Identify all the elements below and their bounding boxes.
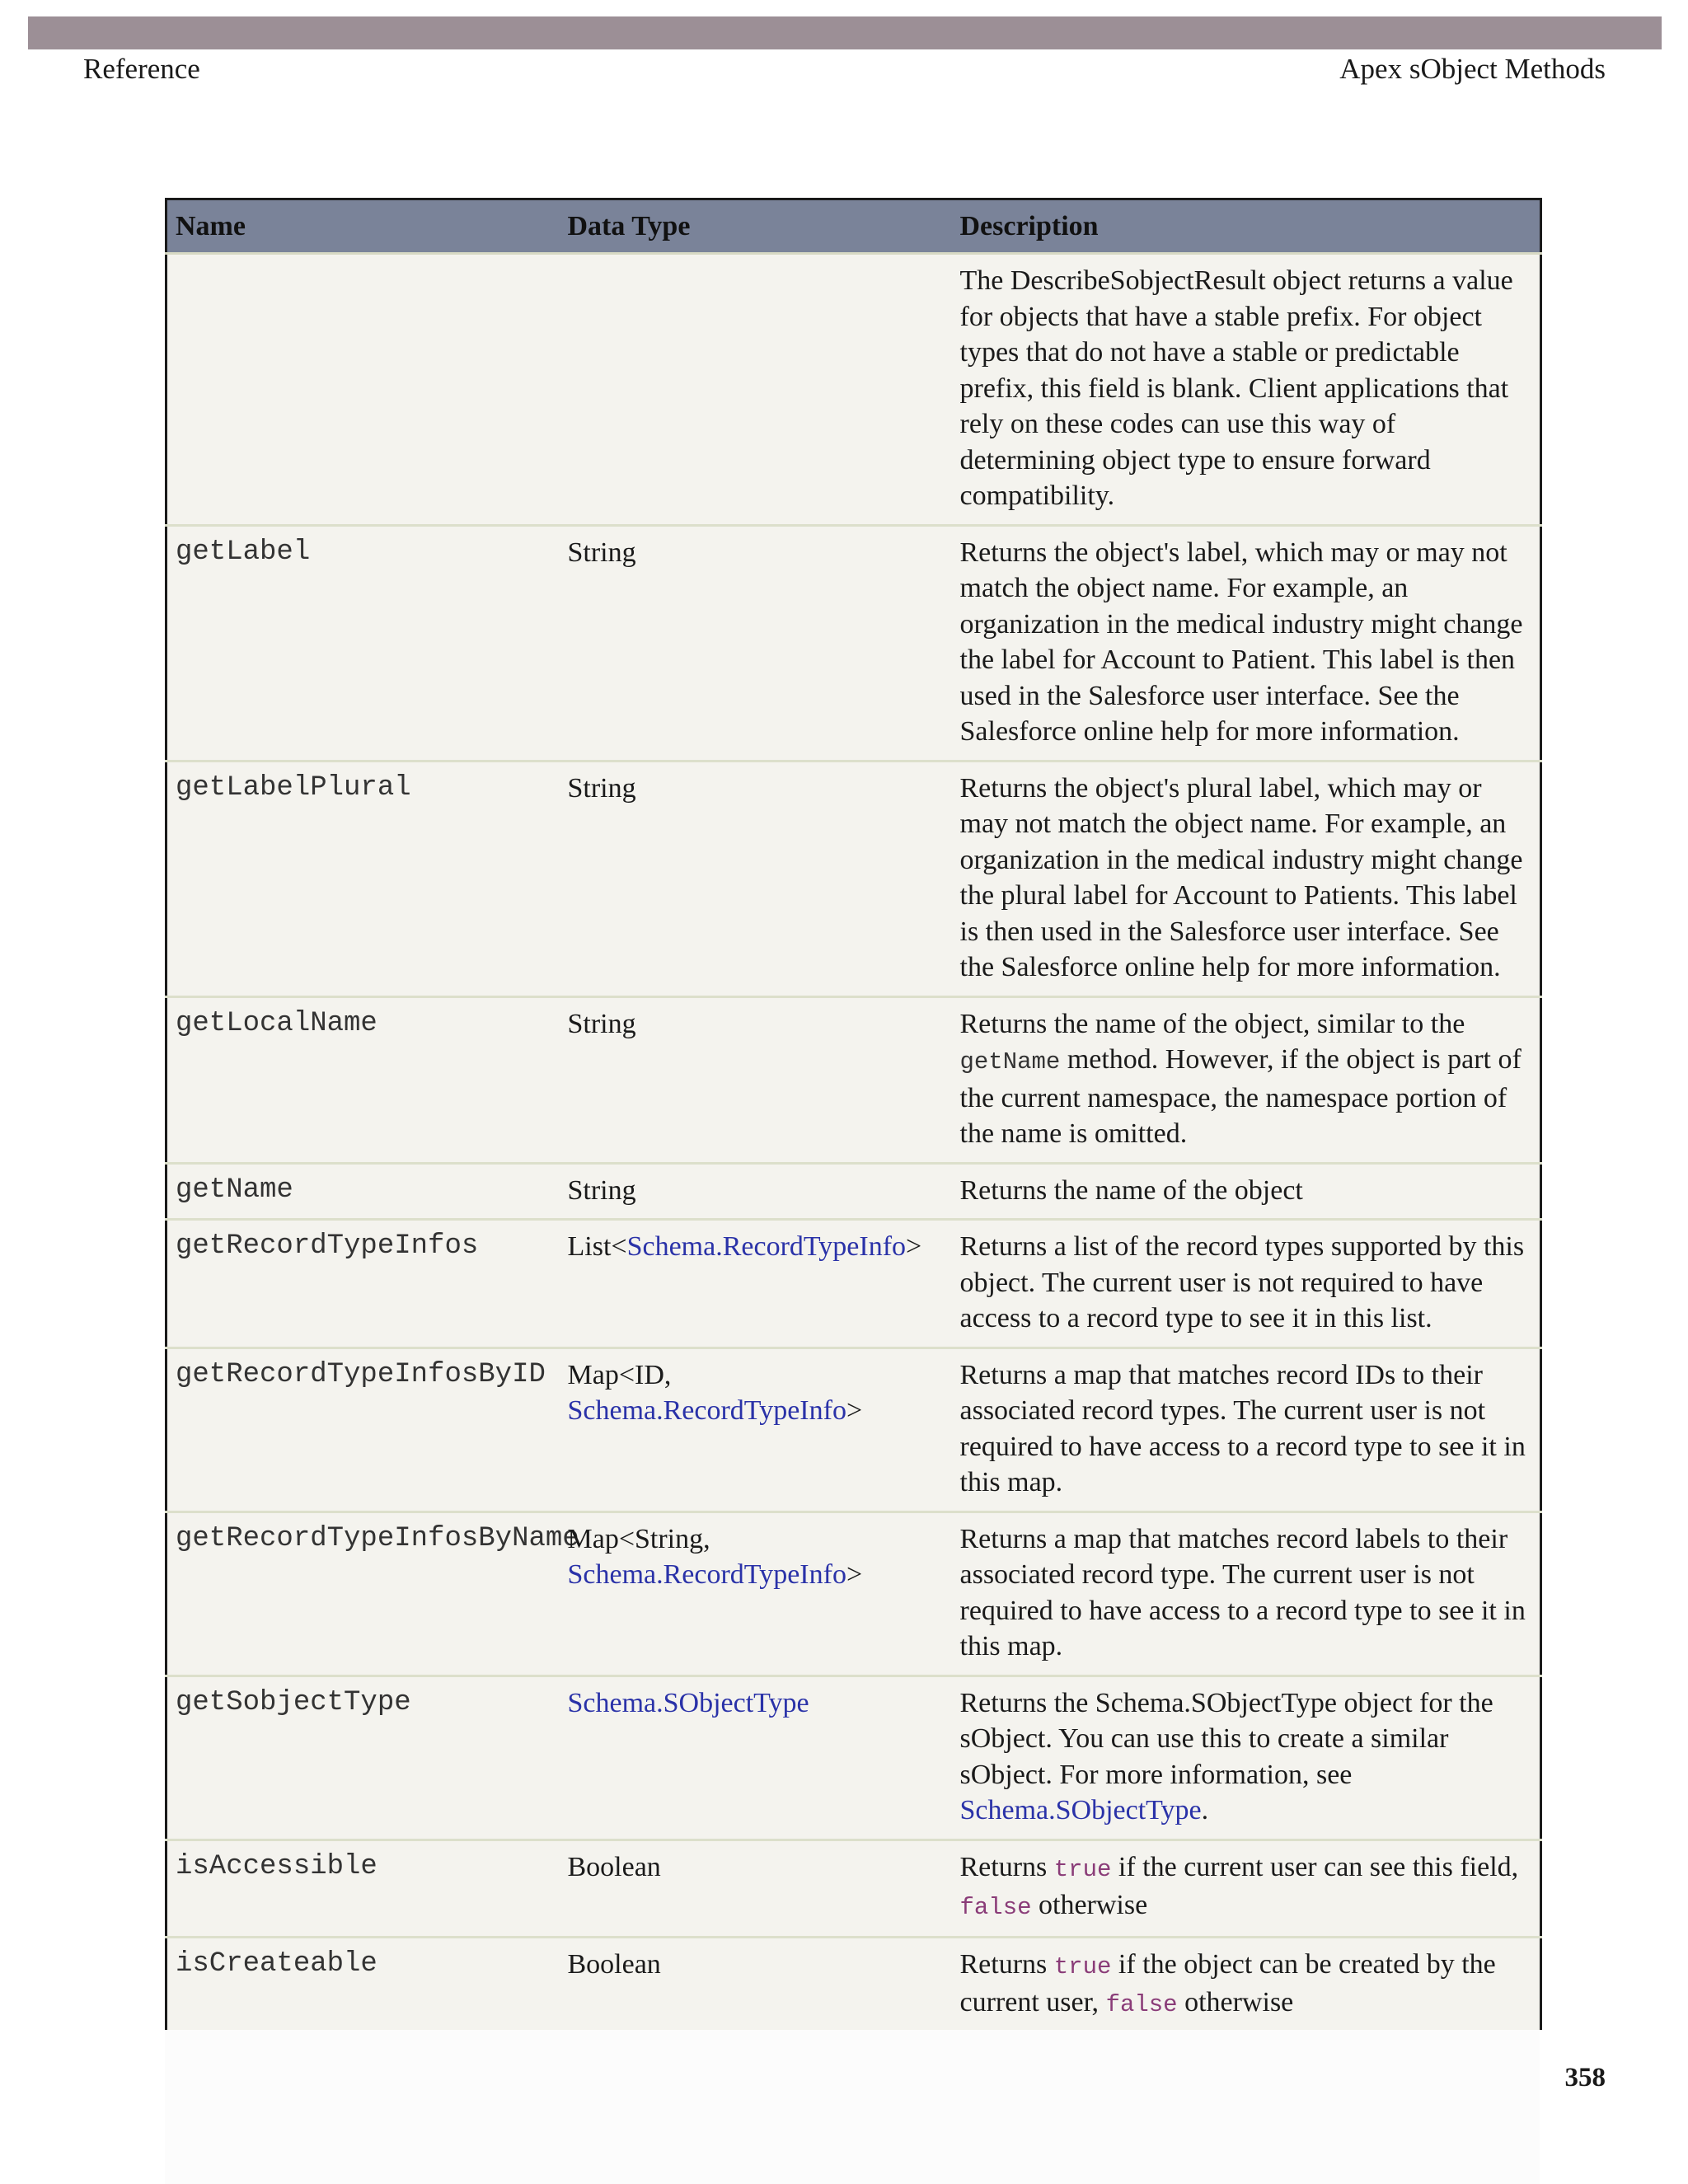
description: Returns a list of the record types supported by this object. The current user is not required to have access to a record type to see it in this list. — [952, 1220, 1541, 1348]
inline-code: true — [1053, 1855, 1112, 1883]
description: Returns the object's label, which may or may not match the object name. For example, an organization in the medical industry might change the label for Account to Patient. This label is then used in the Salesforce user interface. See the Salesforce online help for more information. — [952, 525, 1541, 761]
data-type — [560, 1675, 952, 1840]
method-name: getName — [166, 1163, 560, 1220]
description — [952, 1937, 1541, 2030]
table-row — [166, 254, 1541, 526]
inline-code: getName — [959, 1048, 1061, 1076]
header-bar — [28, 16, 1662, 49]
type-link[interactable]: Schema.RecordTypeInfo — [567, 1559, 846, 1590]
type-link[interactable]: Schema.RecordTypeInfo — [567, 1395, 846, 1426]
description-link[interactable]: Schema.SObjectType — [959, 1795, 1202, 1825]
method-name: isAccessible — [166, 1840, 560, 1937]
method-name: getLocalName — [166, 996, 560, 1163]
method-name: getLabelPlural — [166, 761, 560, 996]
table-row — [166, 1347, 1541, 1511]
method-name — [166, 254, 560, 526]
data-type — [560, 1511, 952, 1675]
method-name: getRecordTypeInfosByID — [166, 1347, 560, 1511]
type-text: > — [846, 1395, 863, 1426]
table-row — [166, 1163, 1541, 1220]
type-text: List< — [567, 1231, 627, 1262]
method-name: getRecordTypeInfos — [166, 1220, 560, 1348]
description: Returns the object's plural label, which may or may not match the object name. For example, an organization in the medical industry might change the plural label for Account to Patients. This label is then used in the Salesforce user interface. See the Salesforce online help for more information. — [952, 761, 1541, 996]
data-type — [560, 254, 952, 526]
table-row — [166, 996, 1541, 1163]
method-name: isCreateable — [176, 1947, 377, 1980]
data-type — [560, 1347, 952, 1511]
methods-table — [165, 198, 1542, 2030]
type-link[interactable]: Schema.RecordTypeInfo — [626, 1231, 907, 1262]
type-text: Map<ID, — [567, 1359, 672, 1390]
running-header-left: Reference — [83, 53, 200, 85]
column-header-name: Name — [166, 199, 560, 254]
table-row — [166, 1937, 1541, 2030]
description-text: . — [1201, 1795, 1209, 1825]
table-row — [166, 761, 1541, 996]
description-text: otherwise — [1039, 1890, 1148, 1920]
description: Returns a map that matches record IDs to their associated record types. The current user is not required to have access to a record type to see it in this map. — [952, 1347, 1541, 1511]
description-text: Returns the Schema.SObjectType object for the sObject. You can use this to create a similar sObject. For more information, see — [959, 1687, 1493, 1790]
type-text: > — [906, 1231, 922, 1262]
data-type: Boolean — [567, 1948, 661, 1980]
type-text: Map<String, — [567, 1523, 710, 1554]
method-name: getSobjectType — [166, 1675, 560, 1840]
data-type: String — [560, 1163, 952, 1220]
description — [952, 996, 1541, 1163]
method-name: getRecordTypeInfosByName — [166, 1511, 560, 1675]
table-row — [166, 525, 1541, 761]
column-header-description: Description — [952, 199, 1541, 254]
inline-code: false — [1105, 1991, 1178, 2018]
table-header-row — [166, 199, 1541, 254]
method-name: getLabel — [166, 525, 560, 761]
data-type: String — [560, 996, 952, 1163]
table-row — [166, 1675, 1541, 1840]
data-type — [560, 1220, 952, 1348]
description: Returns a map that matches record labels to their associated record type. The current user is not required to have access to a record type to see it in this map. — [952, 1511, 1541, 1675]
table-row — [166, 1840, 1541, 1937]
data-type: String — [560, 525, 952, 761]
column-header-data-type: Data Type — [560, 199, 952, 254]
description-text: Returns — [959, 1851, 1048, 1882]
description: The DescribeSobjectResult object returns a value for objects that have a stable prefix. For object types that do not have a stable or predictable prefix, this field is blank. Client applications that rely on these codes can use this way of determining object type to ensure forward compatibility. — [952, 254, 1541, 526]
inline-code: true — [1053, 1952, 1112, 1980]
table-row — [166, 1220, 1541, 1348]
description-text: otherwise — [1184, 1987, 1294, 2018]
description-text: method. However, if the object is part of the current namespace, the namespace portion of the name is omitted. — [959, 1044, 1522, 1149]
description-text: if the current user can see this field, — [1118, 1851, 1519, 1882]
running-header-right: Apex sObject Methods — [1339, 53, 1606, 85]
type-link[interactable]: Schema.SObjectType — [567, 1687, 809, 1718]
description-text: Returns — [959, 1948, 1048, 1980]
table-row — [166, 1511, 1541, 1675]
description-text: if the object can be created by the current user, — [959, 1948, 1496, 2018]
description-text: Returns the name of the object, similar to the — [959, 1008, 1465, 1039]
data-type: String — [560, 761, 952, 996]
description — [952, 1840, 1541, 1937]
description — [952, 1675, 1541, 1840]
description: Returns the name of the object — [952, 1163, 1541, 1220]
data-type: Boolean — [560, 1840, 952, 1937]
inline-code: false — [959, 1894, 1032, 1921]
type-text: > — [846, 1559, 863, 1590]
page-number: 358 — [1564, 2063, 1606, 2093]
